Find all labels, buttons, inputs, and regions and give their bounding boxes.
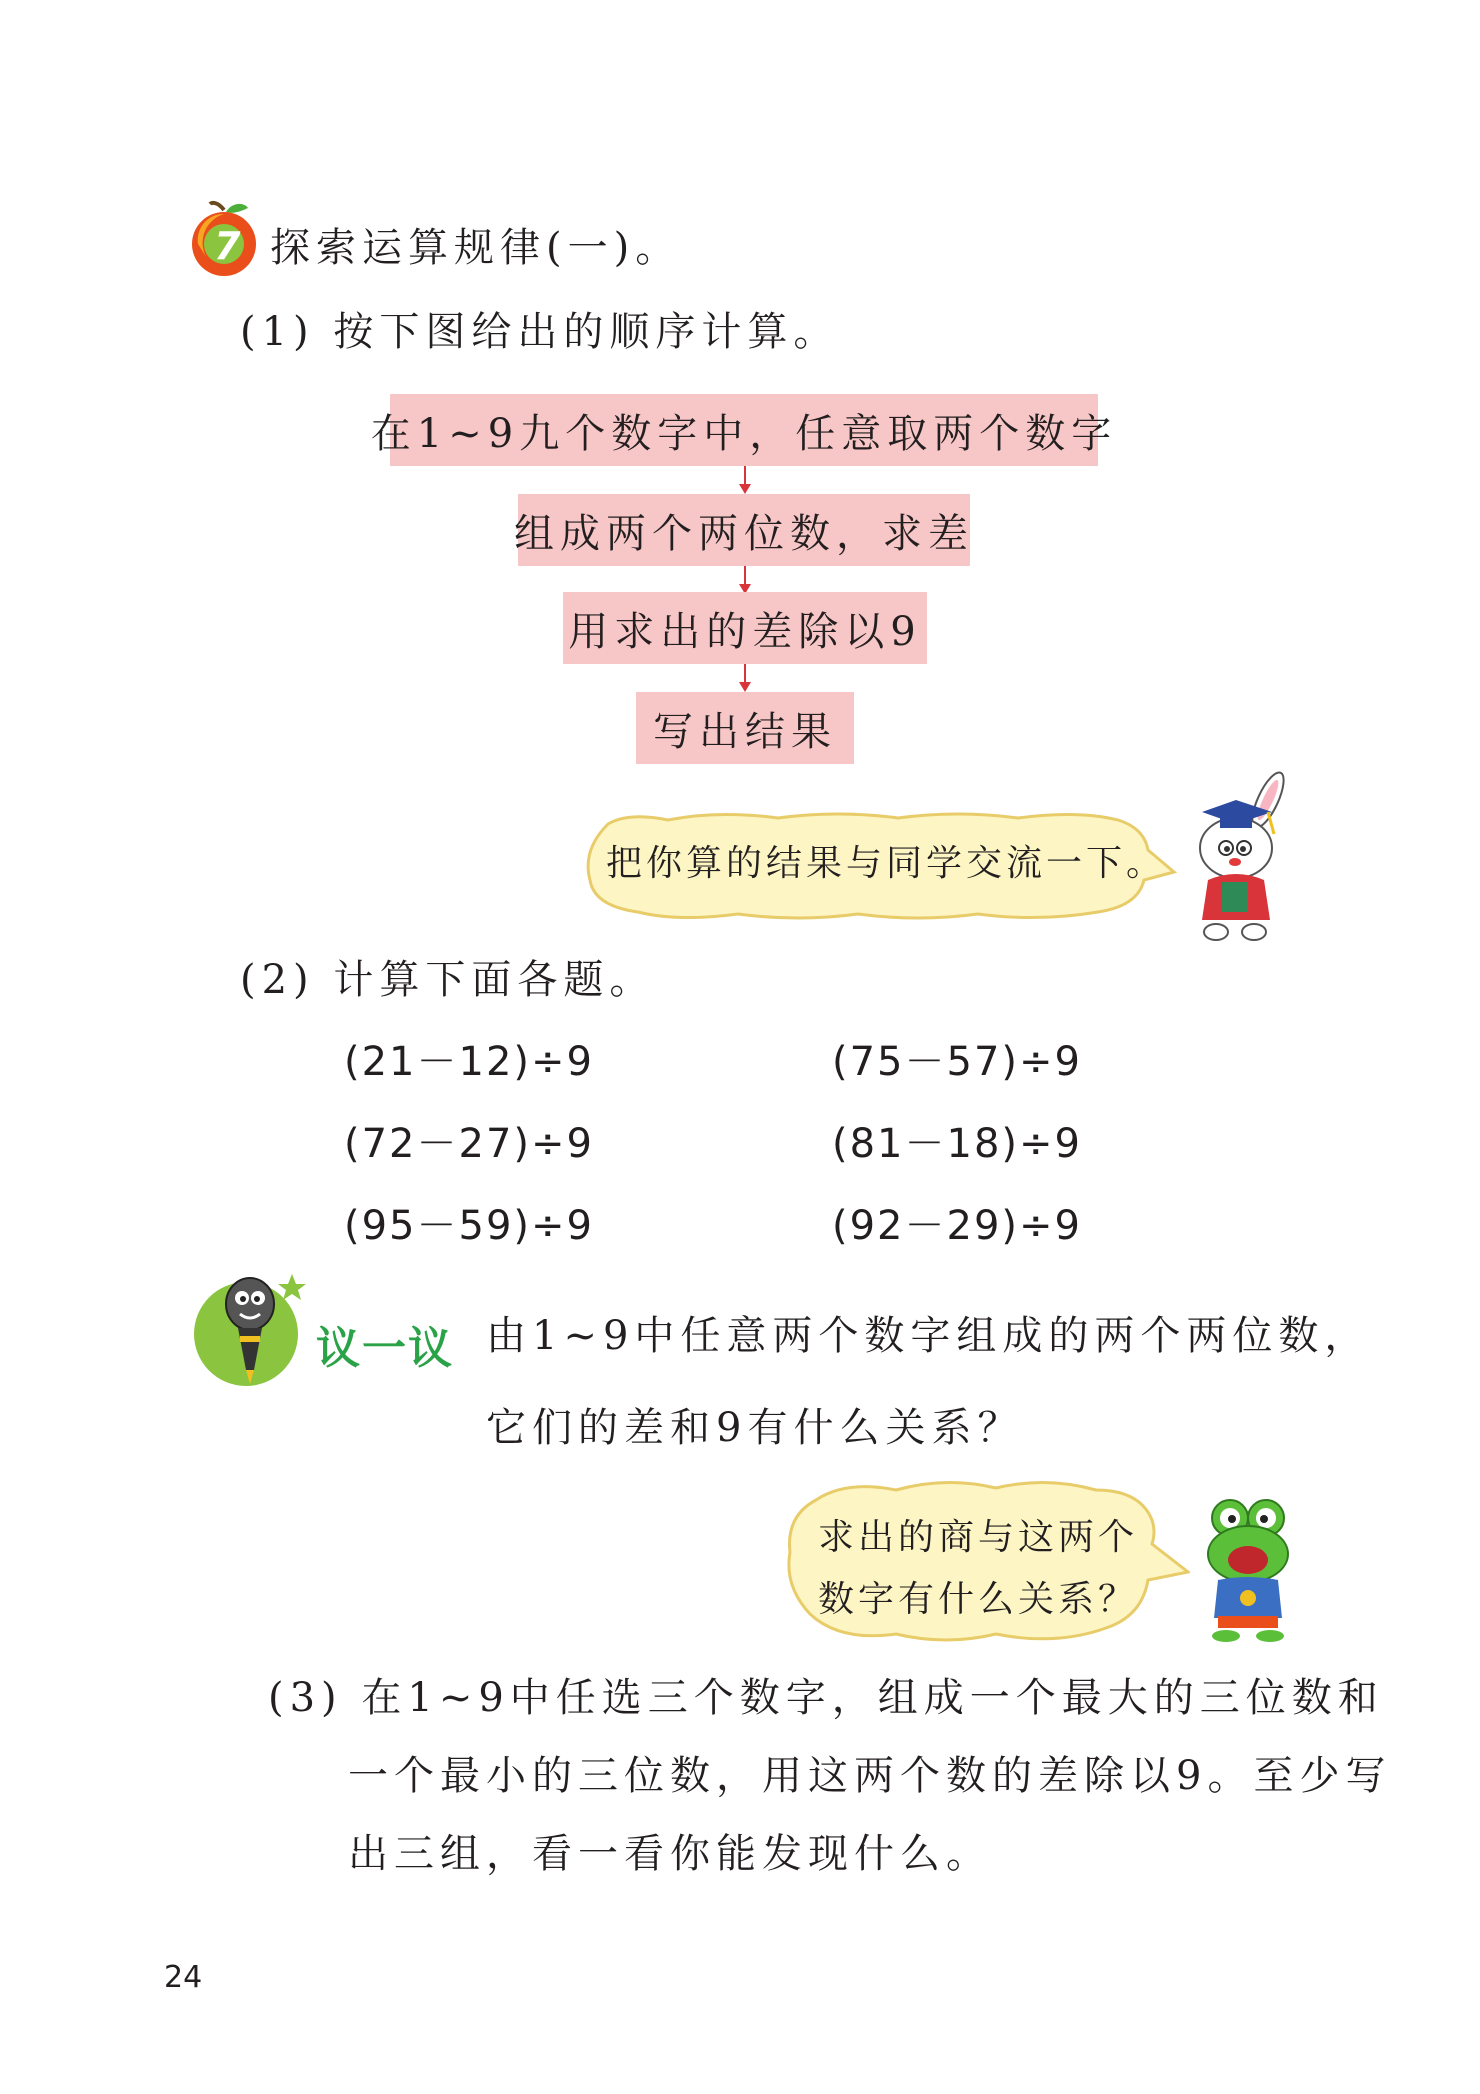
flow-step-1: 在1~9九个数字中，任意取两个数字 [390, 394, 1098, 466]
exercise-2: (75－57)÷9 [832, 1039, 1082, 1085]
exercise-6: (92－29)÷9 [832, 1203, 1082, 1249]
speech-bubble-1-text: 把你算的结果与同学交流一下。 [606, 843, 1167, 884]
part1-label: (1) 按下图给出的顺序计算。 [240, 309, 840, 355]
rabbit-character-icon [1180, 770, 1300, 945]
speech-bubble-2-line-2: 数字有什么关系？ [818, 1579, 1139, 1620]
speech-bubble-2-line-1: 求出的商与这两个 [818, 1517, 1139, 1558]
flow-arrowhead-1 [739, 484, 751, 494]
exercise-4: (81－18)÷9 [832, 1121, 1082, 1167]
exercise-5: (95－59)÷9 [344, 1203, 594, 1249]
flow-step-3: 用求出的差除以9 [563, 592, 927, 664]
flow-arrowhead-3 [739, 682, 751, 692]
exercise-3: (72－27)÷9 [344, 1121, 594, 1167]
problem-number: 7 [214, 224, 241, 268]
part3-line-1: (3) 在1~9中任选三个数字，组成一个最大的三位数和 [268, 1675, 1384, 1721]
exercise-1: (21－12)÷9 [344, 1039, 594, 1085]
discuss-label: 议一议 [316, 1323, 454, 1374]
flow-arrow-2 [744, 566, 746, 586]
speech-bubble-2 [776, 1476, 1190, 1648]
discuss-line-2: 它们的差和9有什么关系？ [486, 1405, 1024, 1451]
page-number: 24 [164, 1960, 203, 1995]
flow-arrow-3 [744, 664, 746, 684]
discuss-line-1: 由1~9中任意两个数字组成的两个两位数， [486, 1313, 1371, 1359]
flow-step-4: 写出结果 [636, 692, 854, 764]
microphone-character-icon [188, 1266, 316, 1390]
frog-character-icon [1196, 1494, 1298, 1644]
part3-line-2: 一个最小的三位数，用这两个数的差除以9。至少写 [348, 1753, 1392, 1799]
part2-label: (2) 计算下面各题。 [240, 957, 656, 1003]
problem-title: 探索运算规律(一)。 [270, 225, 682, 271]
part3-line-3: 出三组，看一看你能发现什么。 [348, 1831, 992, 1877]
flow-step-2: 组成两个两位数，求差 [518, 494, 970, 566]
flow-arrow-1 [744, 466, 746, 486]
